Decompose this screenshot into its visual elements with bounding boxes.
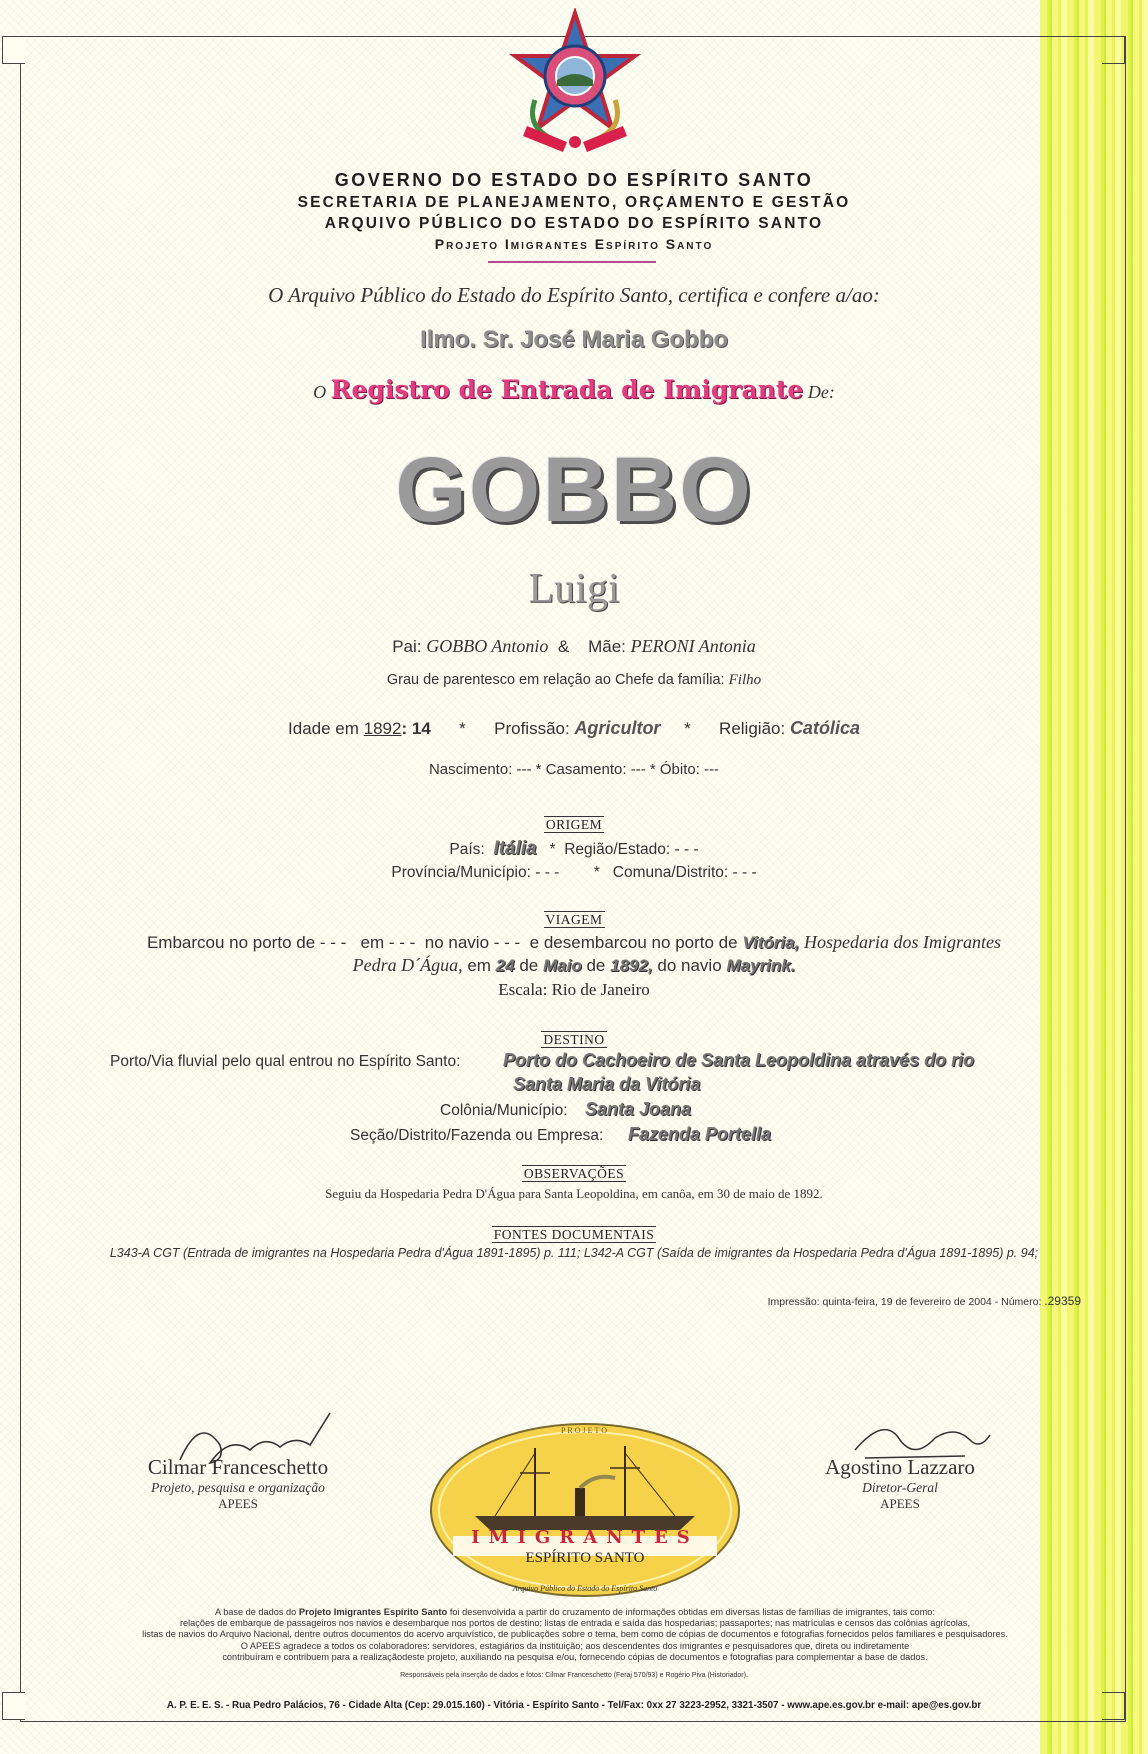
voyage-line-2	[0, 955, 1148, 976]
country-value: Itália	[493, 838, 537, 859]
stopover-line: Escala: Rio de Janeiro	[498, 980, 650, 999]
arrival-month: Maio	[542, 956, 582, 975]
database-disclaimer	[30, 1606, 1120, 1663]
recipient-name: Ilmo. Sr. José Maria Gobbo	[419, 326, 729, 353]
signer-left-org: APEES	[218, 1496, 258, 1511]
in-label: em	[360, 933, 385, 952]
ship-label: do navio	[657, 956, 722, 975]
age-label: Idade em	[288, 719, 359, 738]
region-value: - - -	[674, 841, 699, 858]
origin-country-line	[0, 838, 1148, 860]
print-number: .29359	[1044, 1294, 1081, 1308]
signer-left-role: Projeto, pesquisa e organização	[151, 1480, 325, 1495]
parents-line	[0, 636, 1148, 657]
embark-date: - - -	[388, 933, 416, 952]
section-title-viagem: VIAGEM	[545, 912, 603, 927]
section-title-observacoes: OBSERVAÇÕES	[523, 1166, 625, 1181]
birth-marriage-death-line: Nascimento: --- * Casamento: --- * Óbito: ---	[428, 761, 720, 778]
kinship-line	[0, 672, 1148, 689]
sources-text: L343-A CGT (Entrada de imigrantes na Hospedaria Pedra d'Água 1891-1895) p. 111; L342-A CGT (Saída de imigrantes da Hospedaria Pedra d'Água 1891-1895) p. 94;	[109, 1246, 1039, 1260]
disclaimer-line-4: O APEES agradece a todos os colaboradores: servidores, estagiários da instituição; aos descendentes dos imigrantes e pesquisadores que, direta ou indiretamente	[240, 1640, 910, 1651]
arrival-year: 1892,	[610, 956, 653, 975]
entry-port-value-2: Santa Maria da Vitória	[513, 1074, 701, 1094]
country-label: País:	[449, 841, 485, 858]
embark-ship: - - -	[493, 933, 521, 952]
father-label: Pai:	[392, 637, 422, 656]
entry-port-label: Porto/Via fluvial pelo qual entrou no Espírito Santo:	[110, 1053, 461, 1070]
origin-province-line	[0, 864, 1148, 882]
header-project: Projeto Imigrantes Espírito Santo	[434, 236, 714, 252]
profession-label: Profissão:	[494, 719, 570, 738]
separator-star: *	[549, 841, 556, 858]
embark-port: - - -	[319, 933, 347, 952]
immigrant-surname: GOBBO	[395, 439, 753, 541]
data-responsibles: Responsáveis pela inserção de dados e fotos: Cilmar Franceschetto (Feraj 570/93) e Rogério Piva (Historiador).	[400, 1672, 748, 1679]
disembarked-label: e desembarcou no porto de	[529, 933, 738, 952]
register-title-line	[0, 375, 1148, 404]
ship-label: no navio	[424, 933, 490, 952]
seal-subtitle: ESPÍRITO SANTO	[525, 1550, 645, 1566]
immigrant-given-name: Luigi	[528, 566, 620, 612]
entry-port-value-1: Porto do Cachoeiro de Santa Leopoldina através do rio	[503, 1050, 975, 1070]
signer-right-name: Agostino Lazzaro	[825, 1455, 975, 1479]
arrival-day: 24	[495, 956, 515, 975]
separator-star: *	[593, 864, 600, 881]
kinship-value: Filho	[728, 672, 762, 688]
signer-right-role: Diretor-Geral	[862, 1480, 938, 1495]
disclaimer-line-2: relações de embarque de passageiros nos navios e desembarque nos portos de destino; listas de entrada e saída das hospedarias; passaportes; nas matrículas e censos das colônias agrícolas,	[179, 1618, 971, 1629]
province-label: Província/Município:	[391, 864, 531, 881]
father-name: GOBBO Antonio	[426, 636, 549, 656]
signer-left-name: Cilmar Franceschetto	[147, 1455, 329, 1479]
colony-label: Colônia/Município:	[440, 1102, 568, 1119]
embarked-label: Embarcou no porto de	[146, 933, 316, 952]
register-prefix: O	[313, 382, 327, 402]
certification-statement: O Arquivo Público do Estado do Espírito Santo, certifica e confere a/ao:	[268, 283, 880, 307]
header-archive: ARQUIVO PÚBLICO DO ESTADO DO ESPÍRITO SANTO	[324, 215, 824, 232]
voyage-line-1	[0, 932, 1148, 953]
hostel-location: Pedra D´Água,	[352, 955, 463, 975]
section-title-destino: DESTINO	[543, 1032, 605, 1047]
arrival-ship: Mayrink.	[726, 956, 796, 975]
of-label: de	[519, 956, 539, 975]
disclaimer-line-1: A base de dados do Projeto Imigrantes Espírito Santo foi desenvolvida a partir do cruzamento de informações obtidas em diversas listas de famílias de imigrantes, tais como:	[215, 1606, 935, 1617]
header-rule	[488, 261, 656, 263]
ampersand: &	[557, 637, 570, 656]
separator-star: *	[684, 719, 691, 738]
disclaimer-line-5: contribuíram e contribuem para a realizaçãodeste projeto, auxiliando na pesquisa e/ou, fornecendo cópias de documentos e fotografias para complementar a base de dados.	[222, 1651, 928, 1662]
observations-text: Seguiu da Hospedaria Pedra D'Água para Santa Leopoldina, em canôa, em 30 de maio de 1892.	[325, 1186, 823, 1201]
kinship-label: Grau de parentesco em relação ao Chefe da família:	[386, 672, 725, 688]
signature-left	[118, 1455, 358, 1512]
frame-corner	[2, 36, 25, 64]
comuna-label: Comuna/Distrito:	[612, 864, 729, 881]
vitals-line	[0, 718, 1148, 739]
hostel-name: Hospedaria dos Imigrantes	[804, 932, 1002, 952]
signer-right-org: APEES	[880, 1496, 920, 1511]
profession-value: Agricultor	[574, 718, 661, 738]
province-value: - - -	[535, 864, 560, 881]
religion-value: Católica	[789, 718, 860, 738]
section-estate-label: Seção/Distrito/Fazenda ou Empresa:	[350, 1127, 604, 1144]
signature-right	[800, 1455, 1000, 1512]
frame-corner	[1102, 36, 1125, 64]
age-year: 1892	[363, 719, 402, 738]
mother-label: Mãe:	[588, 637, 626, 656]
register-title: Registro de Entrada de Imigrante	[330, 375, 804, 404]
header-secretariat: SECRETARIA DE PLANEJAMENTO, ORÇAMENTO E GESTÃO	[297, 194, 851, 211]
in-label: em	[467, 956, 491, 975]
disclaimer-line-3: listas de navios do Arquivo Nacional, dentre outros documentos do acervo arquivístico, de publicações sobre o tema, bem como de cópias de documentos e fotografias fornecidos pelos familiares e pesquisadores.	[142, 1629, 1008, 1640]
state-coat-of-arms-icon	[505, 8, 645, 158]
section-title-fontes: FONTES DOCUMENTAIS	[493, 1227, 655, 1242]
seal-title: IMIGRANTES	[471, 1527, 699, 1548]
arrival-port: Vitória,	[742, 933, 800, 952]
seal-arc-text: Arquivo Público do Estado do Espírito Santo	[512, 1584, 658, 1593]
comuna-value: - - -	[732, 864, 757, 881]
separator-star: *	[459, 719, 466, 738]
mother-name: PERONI Antonia	[630, 636, 756, 656]
ship-seal-icon	[425, 1418, 745, 1603]
seal-top-text: PROJETO	[560, 1426, 610, 1435]
age-colon: :	[401, 719, 408, 738]
religion-label: Religião:	[719, 719, 786, 738]
register-suffix: De:	[807, 382, 835, 402]
print-date: Impressão: quinta-feira, 19 de fevereiro de 2004 - Número:	[767, 1296, 1042, 1308]
header-government: GOVERNO DO ESTADO DO ESPÍRITO SANTO	[334, 170, 814, 190]
colony-value: Santa Joana	[585, 1099, 692, 1119]
print-info	[768, 1294, 1081, 1308]
age-value: 14	[411, 719, 431, 738]
section-title-origem: ORIGEM	[545, 817, 603, 832]
of-label: de	[586, 956, 606, 975]
footer-address: A. P. E. E. S. - Rua Pedro Palácios, 76 - Cidade Alta (Cep: 29.015.160) - Vitória - Espírito Santo - Tel/Fax: 0xx 27 3223-2952, 3321-3507 - www.ape.es.gov.br e-mail: ape@es.gov.br	[166, 1700, 982, 1711]
project-seal	[425, 1418, 745, 1603]
region-label: Região/Estado:	[564, 841, 671, 858]
section-estate-value: Fazenda Portella	[628, 1124, 772, 1144]
